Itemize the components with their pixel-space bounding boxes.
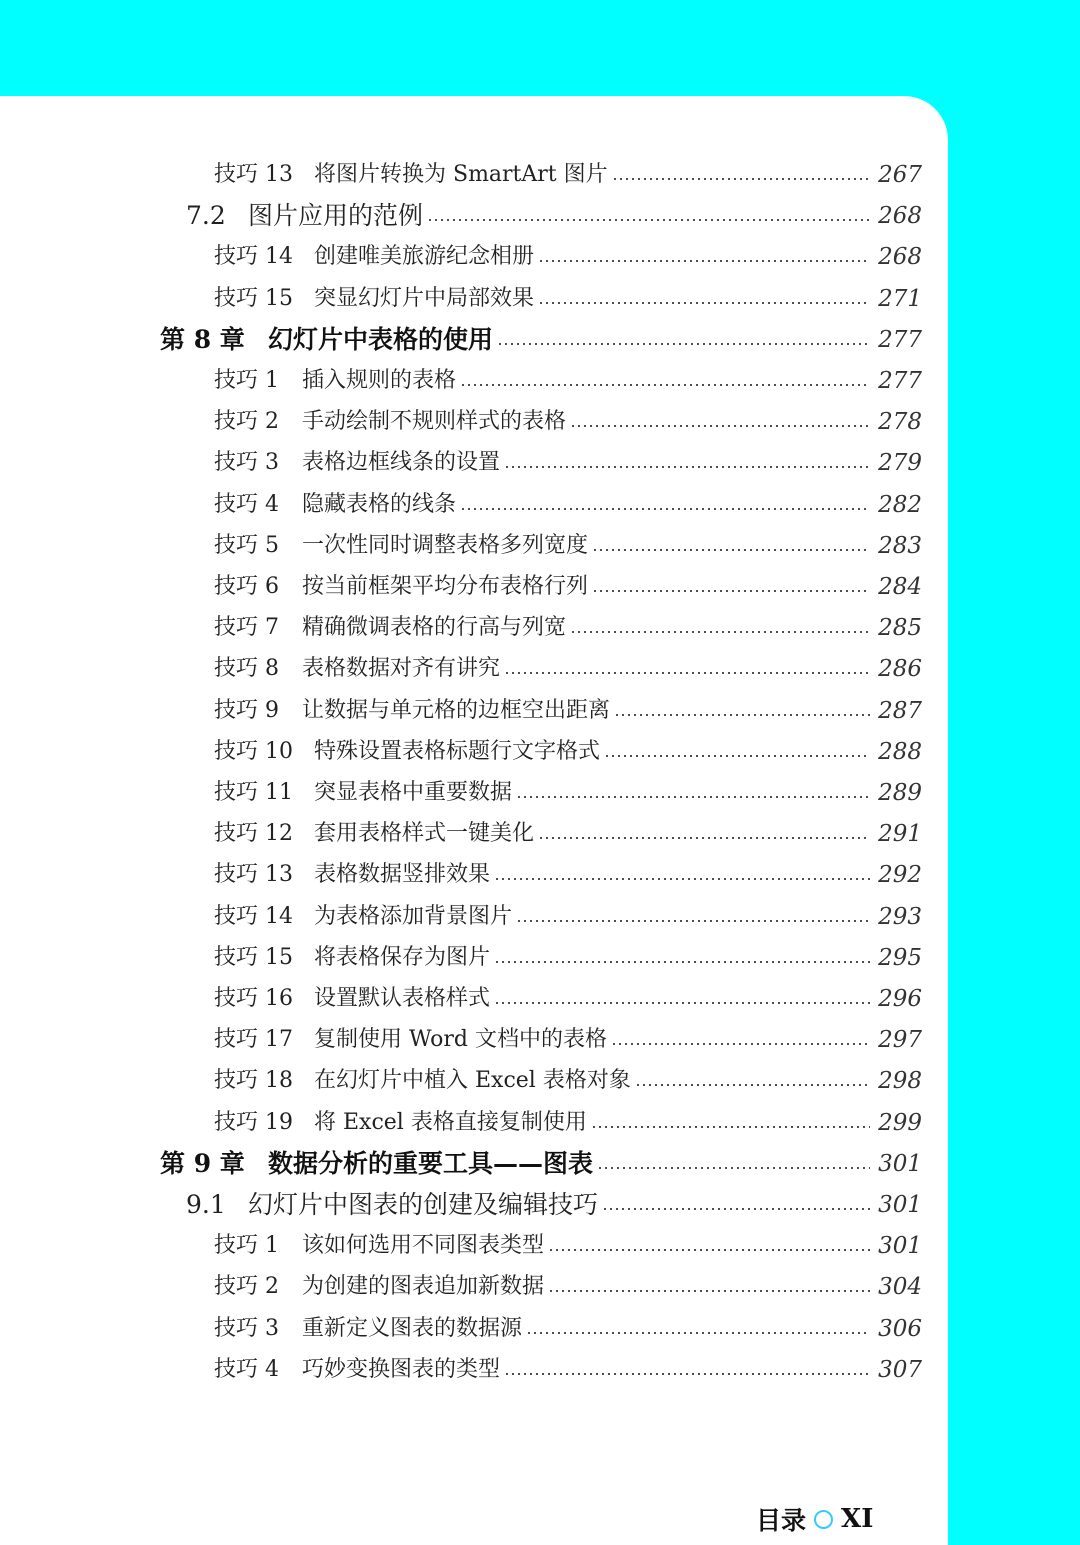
toc-entry	[0, 160, 948, 190]
toc-entry-title: 幻灯片中表格的使用	[268, 325, 494, 354]
toc-entry-label: 技巧 18	[214, 1068, 293, 1093]
toc-entry	[0, 242, 948, 272]
toc-entry	[0, 984, 948, 1014]
toc-entry-label: 第 9 章	[160, 1149, 245, 1178]
toc-entry-title: 手动绘制不规则样式的表格	[302, 409, 567, 434]
toc-entry-label: 技巧 7	[214, 615, 279, 640]
toc-page-number: 283	[878, 533, 922, 559]
toc-entry-label: 技巧 8	[214, 656, 279, 681]
toc-entry	[0, 819, 948, 849]
toc-entry	[0, 1231, 948, 1261]
toc-entry-label: 技巧 17	[214, 1027, 293, 1052]
toc-entry-label: 7.2	[186, 201, 226, 230]
toc-entry	[0, 778, 948, 808]
page-footer	[756, 1501, 873, 1535]
toc-entry-label: 技巧 1	[214, 1233, 279, 1258]
dot-leader	[516, 920, 870, 922]
toc-entry-label: 技巧 13	[214, 162, 293, 187]
toc-page-number: 307	[878, 1357, 922, 1383]
toc-entry-label: 技巧 15	[214, 286, 293, 311]
toc-page-number: 301	[878, 1151, 922, 1177]
toc-page-number: 288	[878, 739, 922, 765]
toc-entry-label: 技巧 14	[214, 244, 293, 269]
toc-entry-label: 技巧 1	[214, 368, 279, 393]
toc-entry	[0, 943, 948, 973]
toc-entry-title: 突显幻灯片中局部效果	[314, 286, 535, 311]
toc-page-number: 287	[878, 698, 922, 724]
toc-entry-title: 表格数据对齐有讲究	[302, 656, 501, 681]
toc-chapter	[0, 325, 948, 355]
toc-page-number: 298	[878, 1068, 922, 1094]
toc-entry	[0, 572, 948, 602]
dot-leader	[538, 837, 870, 839]
toc-entry-title: 一次性同时调整表格多列宽度	[302, 533, 589, 558]
toc-page-number: 286	[878, 656, 922, 682]
toc-entry-title: 精确微调表格的行高与列宽	[302, 615, 567, 640]
dot-leader	[504, 466, 870, 468]
toc-entry	[0, 696, 948, 726]
toc-entry-title: 在幻灯片中植入 Excel 表格对象	[314, 1068, 631, 1093]
dot-leader	[504, 1373, 870, 1375]
toc-page-number: 268	[878, 203, 922, 229]
toc-section	[0, 1190, 948, 1220]
toc-entry	[0, 1066, 948, 1096]
toc-entry-title: 创建唯美旅游纪念相册	[314, 244, 535, 269]
toc-entry-title: 表格数据竖排效果	[314, 862, 491, 887]
toc-entry-title: 巧妙变换图表的类型	[302, 1357, 501, 1382]
dot-leader	[526, 1332, 870, 1334]
toc-entry-title: 让数据与单元格的边框空出距离	[302, 698, 611, 723]
toc-entry-label: 技巧 5	[214, 533, 279, 558]
toc-entry	[0, 366, 948, 396]
toc-entry-title: 数据分析的重要工具——图表	[268, 1149, 594, 1178]
circle-icon	[814, 1510, 833, 1529]
toc-entry-label: 技巧 9	[214, 698, 279, 723]
dot-leader	[592, 549, 870, 551]
toc-page-number: 304	[878, 1274, 922, 1300]
toc-page-number: 295	[878, 945, 922, 971]
toc-page-number: 306	[878, 1316, 922, 1342]
toc-entry-label: 技巧 12	[214, 821, 293, 846]
toc-page-number: 289	[878, 780, 922, 806]
toc-entry-title: 表格边框线条的设置	[302, 450, 501, 475]
dot-leader	[460, 384, 870, 386]
toc-entry-title: 幻灯片中图表的创建及编辑技巧	[248, 1190, 599, 1219]
toc-entry-title: 套用表格样式一键美化	[314, 821, 535, 846]
toc-entry-label: 技巧 2	[214, 1274, 279, 1299]
dot-leader	[611, 1043, 870, 1045]
toc-entry-label: 技巧 6	[214, 574, 279, 599]
toc-entry-title: 该如何选用不同图表类型	[302, 1233, 545, 1258]
toc-entry-title: 重新定义图表的数据源	[302, 1316, 523, 1341]
toc-entry-label: 第 8 章	[160, 325, 245, 354]
toc-page-number: 301	[878, 1233, 922, 1259]
toc-entry-title: 为创建的图表追加新数据	[302, 1274, 545, 1299]
toc-chapter	[0, 1149, 948, 1179]
toc-entry-label: 技巧 4	[214, 1357, 279, 1382]
toc-page-number: 293	[878, 904, 922, 930]
toc-page-number: 271	[878, 286, 922, 312]
toc-entry	[0, 902, 948, 932]
toc-entry	[0, 1314, 948, 1344]
toc-entry-title: 将表格保存为图片	[314, 945, 491, 970]
toc-page-number: 268	[878, 244, 922, 270]
dot-leader	[548, 1249, 870, 1251]
dot-leader	[570, 631, 870, 633]
toc-entry-title: 突显表格中重要数据	[314, 780, 513, 805]
toc-entry-title: 特殊设置表格标题行文字格式	[314, 739, 601, 764]
toc-entry-title: 插入规则的表格	[302, 368, 457, 393]
toc-entry	[0, 737, 948, 767]
toc-page-number: 292	[878, 862, 922, 888]
toc-entry-title: 隐藏表格的线条	[302, 492, 457, 517]
dot-leader	[591, 1126, 870, 1128]
toc-entry-label: 技巧 2	[214, 409, 279, 434]
toc-entry-label: 技巧 13	[214, 862, 293, 887]
toc-page-number: 278	[878, 409, 922, 435]
dot-leader	[592, 590, 870, 592]
toc-page-number: 277	[878, 368, 922, 394]
toc-entry	[0, 613, 948, 643]
document-page	[0, 96, 948, 1545]
toc-entry	[0, 1025, 948, 1055]
toc-entry-label: 技巧 4	[214, 492, 279, 517]
toc-entry-title: 图片应用的范例	[248, 201, 424, 230]
toc-entry-title: 设置默认表格样式	[314, 986, 491, 1011]
dot-leader	[602, 1208, 870, 1210]
dot-leader	[516, 796, 870, 798]
toc-page-number: 284	[878, 574, 922, 600]
footer-title: 目录	[756, 1506, 807, 1535]
dot-leader	[497, 343, 870, 345]
dot-leader	[614, 714, 870, 716]
toc-entry	[0, 1355, 948, 1385]
dot-leader	[635, 1084, 870, 1086]
toc-entry	[0, 860, 948, 890]
dot-leader	[494, 878, 870, 880]
page-number: XI	[841, 1504, 874, 1534]
toc-entry-label: 技巧 3	[214, 1316, 279, 1341]
dot-leader	[427, 219, 870, 221]
dot-leader	[494, 1002, 870, 1004]
toc-entry	[0, 531, 948, 561]
dot-leader	[460, 508, 870, 510]
toc-page-number: 267	[878, 162, 922, 188]
toc-entry-label: 技巧 10	[214, 739, 293, 764]
toc-entry	[0, 654, 948, 684]
toc-entry-label: 技巧 3	[214, 450, 279, 475]
toc-entry	[0, 1272, 948, 1302]
dot-leader	[597, 1167, 870, 1169]
toc-page-number: 282	[878, 492, 922, 518]
toc-entry-title: 按当前框架平均分布表格行列	[302, 574, 589, 599]
toc-page-number: 277	[878, 327, 922, 353]
toc-page-number: 299	[878, 1110, 922, 1136]
toc-entry-title: 将图片转换为 SmartArt 图片	[314, 162, 608, 187]
toc-entry	[0, 407, 948, 437]
toc-entry-label: 技巧 16	[214, 986, 293, 1011]
dot-leader	[504, 672, 870, 674]
dot-leader	[548, 1290, 870, 1292]
dot-leader	[538, 302, 870, 304]
toc-page-number: 296	[878, 986, 922, 1012]
toc-entry	[0, 1108, 948, 1138]
toc-entry-label: 技巧 19	[214, 1110, 293, 1135]
dot-leader	[604, 755, 870, 757]
toc-entry-title: 为表格添加背景图片	[314, 904, 513, 929]
toc-page-number: 291	[878, 821, 922, 847]
dot-leader	[570, 425, 870, 427]
dot-leader	[612, 178, 870, 180]
toc-entry-title: 将 Excel 表格直接复制使用	[314, 1110, 587, 1135]
toc-entry	[0, 448, 948, 478]
toc-entry-title: 复制使用 Word 文档中的表格	[314, 1027, 607, 1052]
toc-section	[0, 201, 948, 231]
toc-entry-label: 9.1	[186, 1190, 226, 1219]
toc-page-number: 279	[878, 450, 922, 476]
toc-entry	[0, 284, 948, 314]
toc-page-number: 297	[878, 1027, 922, 1053]
dot-leader	[538, 260, 870, 262]
toc-entry-label: 技巧 14	[214, 904, 293, 929]
dot-leader	[494, 961, 870, 963]
toc-entry	[0, 490, 948, 520]
toc-entry-label: 技巧 15	[214, 945, 293, 970]
toc-page-number: 285	[878, 615, 922, 641]
toc-page-number: 301	[878, 1192, 922, 1218]
toc-entry-label: 技巧 11	[214, 780, 293, 805]
